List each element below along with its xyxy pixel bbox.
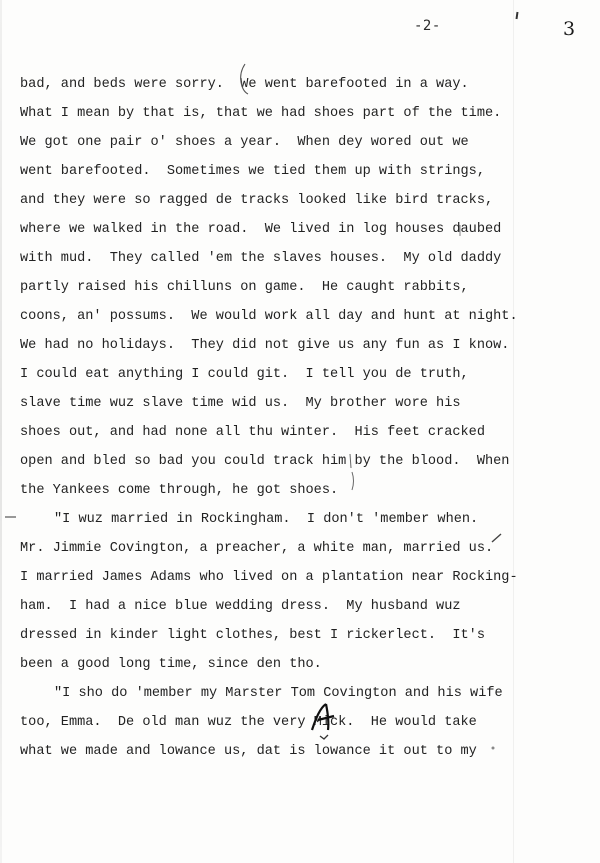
paragraph-start-line: "I wuz married in Rockingham. I don't 'member when.: [54, 512, 479, 527]
text-line: what we made and lowance us, dat is lowance it out to my: [20, 744, 477, 759]
text-line: ham. I had a nice blue wedding dress. My husband wuz: [20, 599, 461, 614]
text-line: been a good long time, since den tho.: [20, 657, 322, 672]
text-line: shoes out, and had none all thu winter. His feet cracked: [20, 425, 485, 440]
text-line: partly raised his chilluns on game. He caught rabbits,: [20, 280, 469, 295]
text-line: bad, and beds were sorry. We went barefooted in a way.: [20, 77, 469, 92]
text-line: We got one pair o' shoes a year. When dey wored out we: [20, 135, 469, 150]
pencil-tick-mark: [516, 12, 519, 19]
text-line: too, Emma. De old man wuz the very Mick. He would take: [20, 715, 477, 730]
pencil-dash-mark: [4, 514, 18, 520]
page-marker: -2-: [414, 18, 441, 34]
text-line: and they were so ragged de tracks looked like bird tracks,: [20, 193, 494, 208]
text-line: coons, an' possums. We would work all day and hunt at night.: [20, 309, 518, 324]
text-line: with mud. They called 'em the slaves houses. My old daddy: [20, 251, 502, 266]
text-line: slave time wuz slave time wid us. My brother wore his: [20, 396, 461, 411]
corner-page-number: 3: [563, 18, 576, 40]
text-line: Mr. Jimmie Covington, a preacher, a white man, married us.: [20, 541, 494, 556]
scan-left-edge: [0, 0, 2, 863]
text-line: open and bled so bad you could track him by the blood. When: [20, 454, 510, 469]
text-line: What I mean by that is, that we had shoes part of the time.: [20, 106, 502, 121]
text-line: the Yankees come through, he got shoes.: [20, 483, 339, 498]
paragraph-start-line: "I sho do 'member my Marster Tom Covington and his wife: [54, 686, 503, 701]
typed-body-text: [20, 70, 580, 766]
text-line: dressed in kinder light clothes, best I rickerlect. It's: [20, 628, 485, 643]
text-line: went barefooted. Sometimes we tied them up with strings,: [20, 164, 485, 179]
text-line: We had no holidays. They did not give us any fun as I know.: [20, 338, 510, 353]
text-line: I married James Adams who lived on a plantation near Rocking-: [20, 570, 518, 585]
text-line: I could eat anything I could git. I tell you de truth,: [20, 367, 469, 382]
text-line: where we walked in the road. We lived in log houses daubed: [20, 222, 502, 237]
